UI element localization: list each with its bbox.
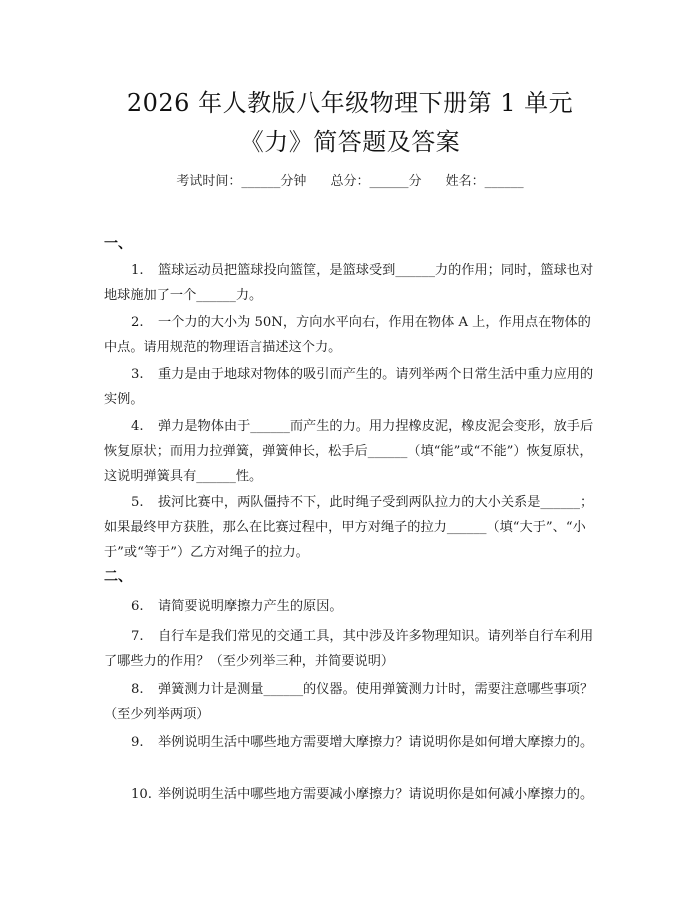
document-title-line2: 《力》简答题及答案 <box>239 128 461 156</box>
question-number: 1. <box>131 263 144 278</box>
question-text: 自行车是我们常见的交通工具，其中涉及许多物理知识。请列举自行车利用了哪些力的作用？（至少列举三种，并简要说明） <box>104 629 594 669</box>
question-text: 篮球运动员把篮球投向篮筐，是篮球受到______力的作用；同时，篮球也对地球施加了一个______力。 <box>104 263 594 303</box>
question-text: 一个力的大小为 50N，方向水平向右，作用在物体 A 上，作用点在物体的中点。请用规范的物理语言描述这个力。 <box>104 315 591 355</box>
question-9 <box>104 730 598 755</box>
question-5 <box>104 490 598 565</box>
exam-score: 总分：______分 <box>330 174 422 189</box>
document-title-line1: 2026 年人教版八年级物理下册第 1 单元 <box>126 89 574 117</box>
question-7 <box>104 624 598 674</box>
question-text: 重力是由于地球对物体的吸引而产生的。请列举两个日常生活中重力应用的实例。 <box>104 367 594 407</box>
question-number: 7. <box>131 629 144 644</box>
section-heading-2: 二、 <box>104 569 132 585</box>
question-number: 4. <box>131 419 144 434</box>
question-number: 10. <box>131 787 152 802</box>
question-number: 3. <box>131 367 144 382</box>
question-number: 6. <box>131 599 144 614</box>
question-text: 请简要说明摩擦力产生的原因。 <box>158 599 343 614</box>
exam-meta <box>0 170 700 189</box>
section-heading-1: 一、 <box>104 236 132 252</box>
question-number: 8. <box>131 682 144 697</box>
student-name: 姓名：______ <box>445 174 524 189</box>
question-text: 举例说明生活中哪些地方需要增大摩擦力？请说明你是如何增大摩擦力的。 <box>158 735 594 750</box>
question-6 <box>104 594 598 619</box>
question-text: 举例说明生活中哪些地方需要减小摩擦力？请说明你是如何减小摩擦力的。 <box>158 787 594 802</box>
question-text: 弹簧测力计是测量______的仪器。使用弹簧测力计时，需要注意哪些事项？（至少列举两项） <box>104 682 594 722</box>
question-3 <box>104 362 598 412</box>
exam-time: 考试时间：______分钟 <box>176 174 307 189</box>
question-number: 9. <box>131 735 144 750</box>
question-text: 拔河比赛中，两队僵持不下，此时绳子受到两队拉力的大小关系是______；如果最终甲方获胜，那么在比赛过程中，甲方对绳子的拉力______（填“大于”、“小于”或“等于”）乙方对绳子的拉力。 <box>104 495 594 560</box>
question-10 <box>104 782 598 807</box>
question-8 <box>104 677 598 727</box>
question-number: 5. <box>131 495 144 510</box>
question-number: 2. <box>131 315 144 330</box>
question-2 <box>104 310 598 360</box>
question-1 <box>104 258 598 308</box>
question-text: 弹力是物体由于______而产生的力。用力捏橡皮泥，橡皮泥会变形，放手后恢复原状；而用力拉弹簧，弹簧伸长，松手后______（填“能”或“不能”）恢复原状，这说明弹簧具有______性。 <box>104 419 594 484</box>
question-4 <box>104 414 598 489</box>
